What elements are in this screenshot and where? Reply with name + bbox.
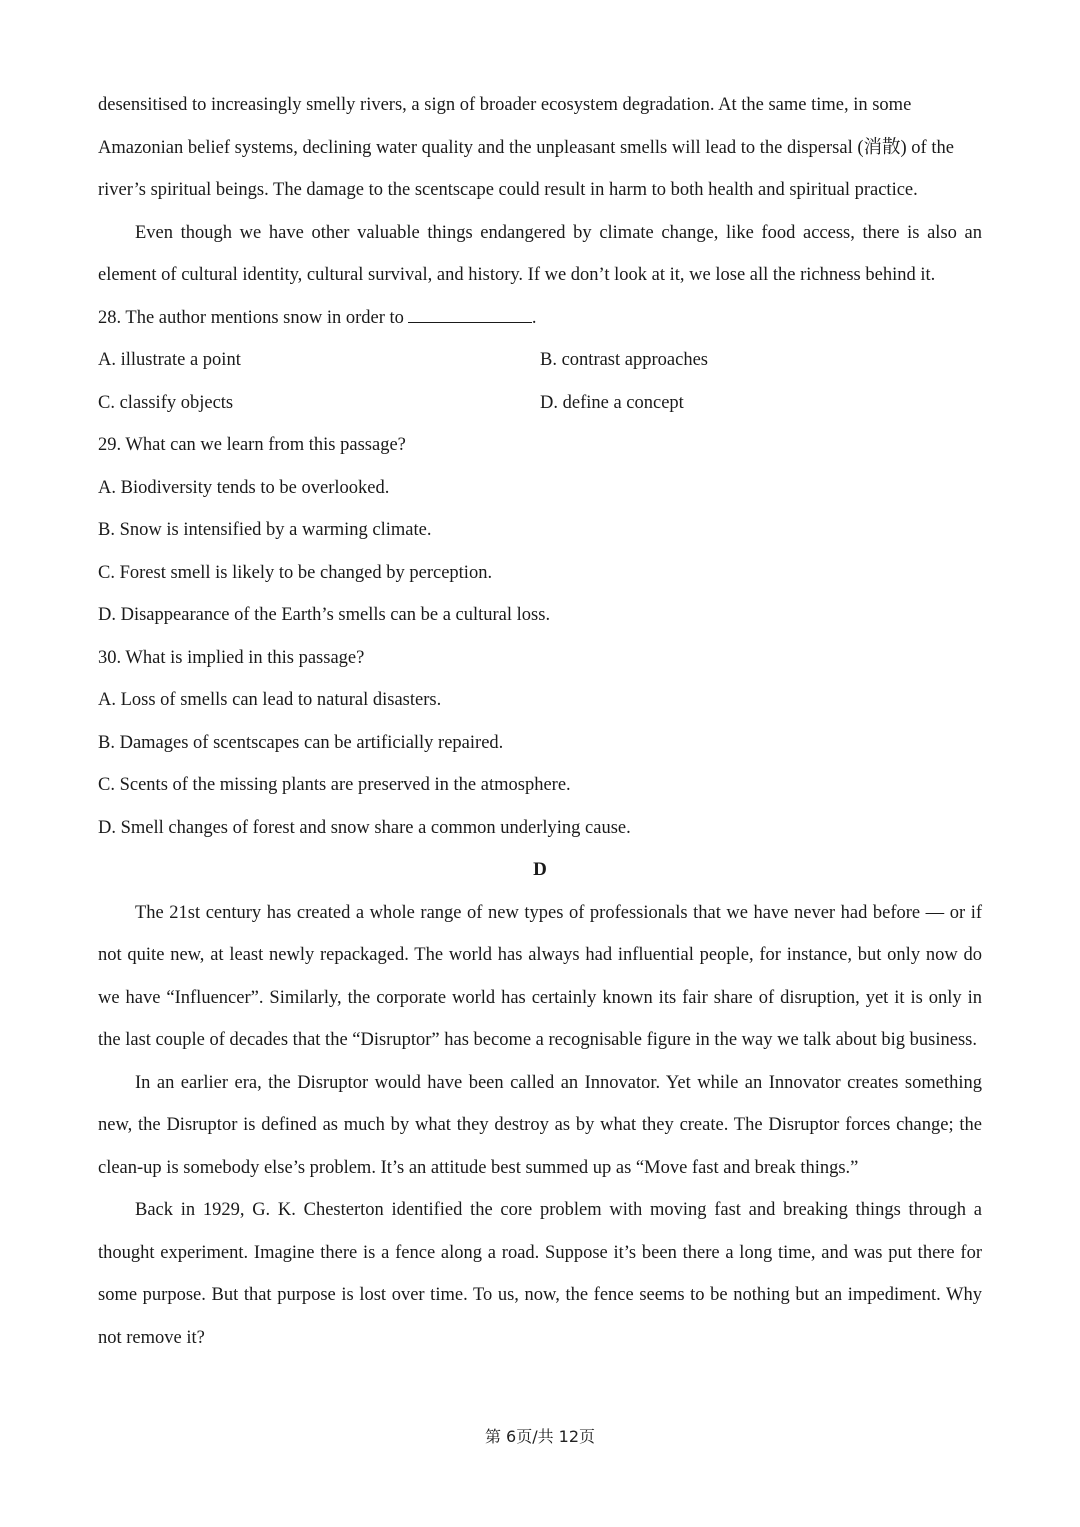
- passage-d-paragraph-3: Back in 1929, G. K. Chesterton identified the core problem with moving fast and breaking things through a thought experiment. Imagine there is a fence along a road. Suppose it’s been there a long time, and was put there for some purpose. But that purpose is lost over time. To us, now, the fence seems to be nothing but an impediment. Why not remove it?: [98, 1200, 982, 1348]
- question-28-options-row-1: [98, 339, 982, 382]
- question-30-stem: 30. What is implied in this passage?: [98, 647, 365, 668]
- question-28-period: .: [531, 307, 537, 328]
- passage-c-paragraph-2: Even though we have other valuable things endangered by climate change, like food access, there is also an element of cultural identity, cultural survival, and history. If we don’t look at it, we lose all the richness behind it.: [98, 222, 982, 285]
- option-c: C. classify objects: [98, 392, 234, 413]
- question-28-text: 28. The author mentions snow in order to: [98, 307, 404, 328]
- option-b: B. Snow is intensified by a warming climate.: [98, 520, 432, 540]
- paragraph-line: river’s spiritual beings. The damage to the scentscape could result in harm to both health and spiritual practice.: [98, 180, 918, 200]
- answer-blank: [408, 308, 532, 323]
- option-b: B. contrast approaches: [540, 350, 708, 370]
- option-c: C. Scents of the missing plants are preserved in the atmosphere.: [98, 775, 571, 795]
- option-d: D. Smell changes of forest and snow share a common underlying cause.: [98, 817, 631, 838]
- paragraph-line: desensitised to increasingly smelly rivers, a sign of broader ecosystem degradation. At the same time, in some: [98, 95, 912, 115]
- passage-d-paragraph-1: The 21st century has created a whole range of new types of professionals that we have never had before — or if not quite new, at least newly repackaged. The world has always had influential people, for instance, but only now do we have “Influencer”. Similarly, the corporate world has certainly known its fair share of disruption, yet it is only in the last couple of decades that the “Disruptor” has become a recognisable figure in the way we talk about big business.: [98, 902, 982, 1050]
- exam-page-content: [98, 84, 982, 1359]
- option-b: B. Damages of scentscapes can be artificially repaired.: [98, 732, 504, 753]
- option-d: D. Disappearance of the Earth’s smells can be a cultural loss.: [98, 605, 551, 625]
- option-d: D. define a concept: [540, 392, 684, 413]
- page-number-footer: 第 6页/共 12页: [484, 1427, 596, 1446]
- option-a: A. illustrate a point: [98, 350, 241, 370]
- paragraph-line: Amazonian belief systems, declining water quality and the unpleasant smells will lead to the dispersal (消散) of the: [98, 137, 954, 158]
- option-c: C. Forest smell is likely to be changed by perception.: [98, 562, 493, 583]
- question-28-options-row-2: [98, 382, 982, 425]
- question-28-stem: [98, 297, 982, 340]
- option-a: A. Biodiversity tends to be overlooked.: [98, 477, 390, 498]
- section-d-heading: D: [533, 859, 547, 880]
- passage-c-paragraph-1: [98, 84, 982, 212]
- passage-d-paragraph-2: In an earlier era, the Disruptor would have been called an Innovator. Yet while an Innovator creates something new, the Disruptor is defined as much by what they destroy as by what they create. The Disruptor forces change; the clean-up is somebody else’s problem. It’s an attitude best summed up as “Move fast and break things.”: [98, 1072, 982, 1178]
- option-a: A. Loss of smells can lead to natural disasters.: [98, 690, 442, 710]
- question-29-stem: 29. What can we learn from this passage?: [98, 435, 406, 455]
